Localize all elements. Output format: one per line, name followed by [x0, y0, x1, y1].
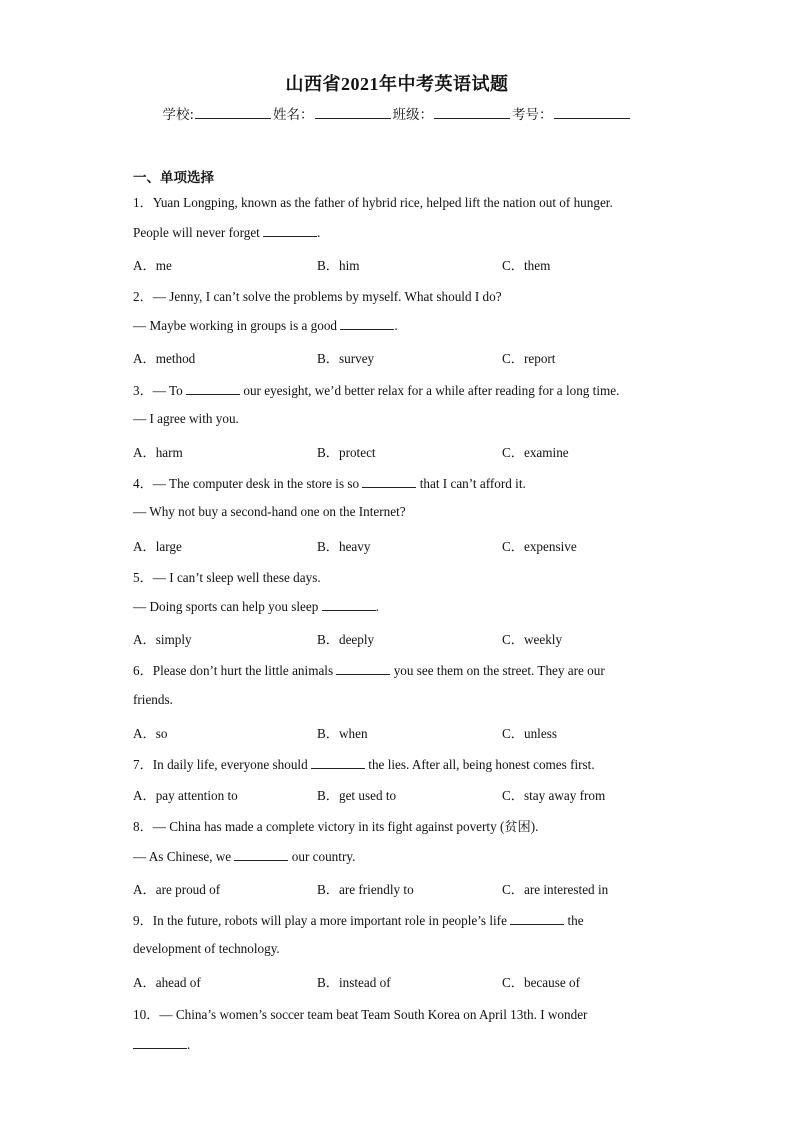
question-8-text-rest: our country. [288, 849, 356, 864]
question-7-option-b[interactable]: B．get used to [317, 788, 397, 803]
question-1-stem: 1．Yuan Longping, known as the father of hybrid rice, helped lift the nation out of hunger. [133, 195, 613, 210]
question-8-option-c[interactable]: C．are interested in [502, 882, 609, 897]
question-1-option-a[interactable]: A．me [133, 258, 172, 273]
question-9-option-b[interactable]: B．instead of [317, 975, 391, 990]
question-8-option-b[interactable]: B．are friendly to [317, 882, 414, 897]
question-2-option-b[interactable]: B．survey [317, 351, 375, 366]
question-5-option-b[interactable]: B．deeply [317, 632, 375, 647]
question-8-option-a[interactable]: A．are proud of [133, 882, 221, 897]
question-7-text-rest: the lies. After all, being honest comes first. [365, 757, 595, 772]
question-2-option-c[interactable]: C．report [502, 351, 556, 366]
exam-no-label: 考号： [512, 107, 553, 123]
answer-blank [362, 475, 416, 488]
question-5-option-c[interactable]: C．weekly [502, 632, 563, 647]
answer-blank [186, 382, 240, 395]
question-2-stem-cont [133, 317, 398, 334]
answer-blank [234, 848, 288, 861]
school-label: 学校: [162, 107, 195, 123]
question-1-text: People will never forget [133, 225, 264, 240]
question-9-option-c[interactable]: C．because of [502, 975, 580, 990]
answer-blank [311, 756, 365, 769]
answer-blank [322, 598, 376, 611]
question-10-stem-cont [133, 1036, 190, 1053]
question-6-stem [133, 660, 605, 679]
question-6-option-c[interactable]: C．unless [502, 726, 557, 741]
question-6-text-rest: you see them on the street. They are our [390, 663, 605, 678]
question-3-option-a[interactable]: A．harm [133, 445, 183, 460]
question-2-text: — Maybe working in groups is a good [133, 318, 341, 333]
question-3-option-b[interactable]: B．protect [317, 445, 376, 460]
class-blank[interactable] [434, 106, 510, 119]
answer-blank [263, 224, 317, 237]
question-6-option-b[interactable]: B．when [317, 726, 368, 741]
answer-blank [133, 1036, 187, 1049]
question-1-stem-cont [133, 224, 320, 241]
question-7-stem [133, 754, 595, 773]
question-4-option-a[interactable]: A．large [133, 539, 182, 554]
question-4-stem [133, 473, 526, 492]
question-7-option-a[interactable]: A．pay attention to [133, 788, 238, 803]
question-4-text-rest: that I can’t afford it. [416, 476, 526, 491]
name-blank[interactable] [315, 106, 391, 119]
student-info-line [0, 103, 794, 123]
question-7-option-c[interactable]: C．stay away from [502, 788, 606, 803]
question-4-option-c[interactable]: C．expensive [502, 539, 577, 554]
question-5-stem: 5．— I can’t sleep well these days. [133, 570, 321, 585]
class-label: 班级： [392, 107, 434, 123]
question-3-stem [133, 380, 619, 399]
question-4-stem-cont: — Why not buy a second-hand one on the Internet? [133, 504, 406, 519]
question-5-punct: . [375, 599, 379, 614]
question-2-stem: 2．— Jenny, I can’t solve the problems by myself. What should I do? [133, 289, 502, 304]
question-6-stem-cont: friends. [133, 692, 173, 707]
question-9-text: 9．In the future, robots will play a more important role in people’s life [133, 913, 511, 928]
answer-blank [336, 662, 390, 675]
question-9-stem [133, 910, 584, 929]
question-5-stem-cont [133, 598, 379, 615]
question-10-stem: 10．— China’s women’s soccer team beat Team South Korea on April 13th. I wonder [133, 1007, 588, 1022]
question-4-text: 4．— The computer desk in the store is so [133, 476, 363, 491]
question-1-option-b[interactable]: B．him [317, 258, 360, 273]
question-8-stem: 8．— China has made a complete victory in its fight against poverty (贫困). [133, 819, 539, 834]
question-3-stem-cont: — I agree with you. [133, 411, 239, 426]
question-6-option-a[interactable]: A．so [133, 726, 168, 741]
question-7-text: 7．In daily life, everyone should [133, 757, 311, 772]
question-9-option-a[interactable]: A．ahead of [133, 975, 201, 990]
name-label: 姓名： [273, 107, 314, 123]
question-3-text-rest: our eyesight, we’d better relax for a while after reading for a long time. [240, 383, 620, 398]
answer-blank [340, 317, 394, 330]
question-8-text: — As Chinese, we [133, 849, 235, 864]
question-10-punct: . [187, 1037, 191, 1052]
exam-no-blank[interactable] [554, 106, 630, 119]
section-heading: 一、单项选择 [133, 170, 214, 186]
question-3-text: 3．— To [133, 383, 187, 398]
question-1-option-c[interactable]: C．them [502, 258, 551, 273]
school-blank[interactable] [195, 106, 271, 119]
question-1-punct: . [317, 225, 321, 240]
question-5-text: — Doing sports can help you sleep [133, 599, 322, 614]
answer-blank [510, 912, 564, 925]
question-2-option-a[interactable]: A．method [133, 351, 196, 366]
question-6-text: 6．Please don’t hurt the little animals [133, 663, 337, 678]
question-9-text-rest: the [564, 913, 584, 928]
question-8-stem-cont [133, 848, 355, 865]
question-3-option-c[interactable]: C．examine [502, 445, 569, 460]
question-9-stem-cont: development of technology. [133, 941, 280, 956]
question-2-punct: . [394, 318, 398, 333]
question-4-option-b[interactable]: B．heavy [317, 539, 371, 554]
page-title: 山西省2021年中考英语试题 [285, 74, 509, 94]
question-5-option-a[interactable]: A．simply [133, 632, 192, 647]
